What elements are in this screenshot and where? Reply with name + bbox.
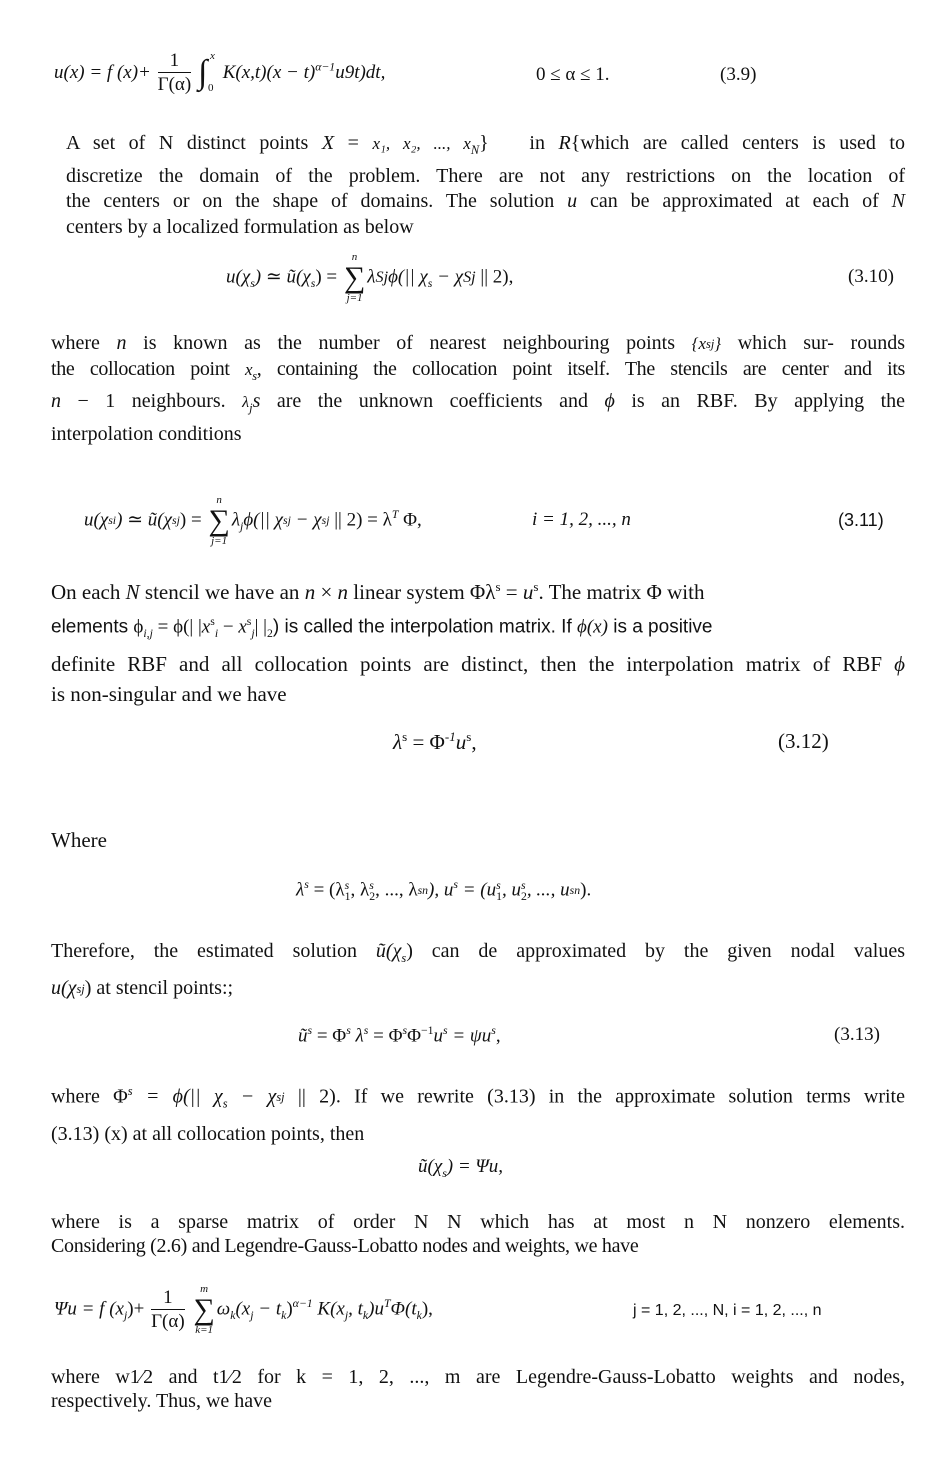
lambda: λ [296,879,305,901]
text: ) [84,977,92,999]
sup: s [705,336,711,351]
sub: n [574,884,581,898]
sup: s [466,729,472,744]
text: ), [421,1298,433,1320]
sup: S [375,269,384,287]
equation-3-11 [84,495,422,547]
sub: j [344,1309,349,1323]
text: linear system Φλ [348,580,496,604]
eq311-approx: ) ≃ ũ(χ [116,509,172,531]
sub: n [422,884,429,898]
math-u: u [455,730,467,754]
text: , t [348,1298,363,1320]
sub: s [250,277,255,291]
text: − [218,616,239,638]
text: can be approximated at each of [577,190,892,212]
omega: ω [216,1298,231,1320]
text: , ..., λ [375,879,418,901]
text: = [500,580,523,604]
lambda: λ [393,730,403,754]
sub: j [471,269,476,287]
eq312-mid: = Φ [407,730,445,754]
sup: s [127,1084,133,1098]
lambda: λ [367,266,376,288]
sup: s [304,878,309,891]
eq39-frac-den: Γ(α) [157,74,192,95]
sup: s [491,1024,496,1037]
text: , [495,1025,501,1047]
para3-line-4: is non-singular and we have [51,682,287,707]
sub: s [252,368,257,383]
text: the collocation point [51,357,246,380]
math-N: N [470,143,480,157]
text: , λ [350,879,370,901]
sum-lower: j=1 [211,535,228,547]
eq311-lhs: u(χ [84,509,109,531]
para5-line-2: (3.13) (x) at all collocation points, then [51,1122,365,1145]
paragraph-estimated-solution [51,936,905,1003]
equation-vectors [296,878,591,902]
math: ũ(χ [418,1156,443,1177]
math: ) = Ψu, [446,1156,504,1177]
summation [208,495,229,547]
sup: S [463,269,472,287]
paragraph-centers [66,131,905,240]
text: (x [235,1298,251,1320]
eq311-number: (3.11) [838,510,884,530]
sub: k [281,1309,287,1323]
para1-line-4: centers by a localized formulation as below [66,215,414,238]
paragraph-neighbours [51,331,905,447]
math: Ψu = f (x [54,1298,124,1320]
text: , containing the collocation point itself. The stencils are center and its [256,357,905,380]
scripts [76,981,85,996]
text: − 1 neighbours. [61,390,243,412]
text: are the unknown coefficients and [260,390,605,412]
sub: j [250,1309,254,1323]
math: ũ(χ [375,940,402,962]
text: ). [580,879,592,901]
frac-den: Γ(α) [151,1310,185,1332]
eq311-tail: || 2) = λ [329,509,392,531]
text: K(x [312,1298,345,1320]
sub: k [230,1309,236,1323]
para3-line-2 [51,607,905,649]
eq39-condition: 0 ≤ α ≤ 1. [536,64,610,85]
math-s: s [252,390,261,412]
math-n: n [116,332,127,354]
sup: s [76,981,82,996]
text: in [488,132,559,154]
para3-line-3 [51,649,905,679]
lambda: λ [231,509,241,531]
eq310-number: (3.10) [848,266,894,287]
sum-lower: k=1 [195,1324,213,1336]
sup: T [391,508,399,522]
eq39-lhs: u(x) = f (x)+ [54,61,151,83]
eq310-equals: ) = [315,266,342,288]
minus-chi: − χ [432,266,464,288]
text: , [471,730,477,754]
equation-3-13 [298,1024,501,1047]
phi: ϕ(|| χ [243,509,284,531]
summation [193,1284,214,1336]
math-n: n [337,580,349,604]
text: = (u [457,879,497,901]
sub: j [383,269,389,287]
sub: s [442,1166,447,1180]
paragraph-linear-system [51,572,905,709]
sup: T [383,1297,391,1311]
sub: i [112,514,117,528]
text: ), u [428,879,454,901]
text: stencil we have an [139,580,305,604]
math-phix: ϕ(x) [577,616,608,638]
text: Therefore, the estimated solution [51,940,376,962]
final-fraction [151,1287,185,1334]
text: ) is called the interpolation matrix. If [272,616,578,638]
sub: j [326,514,330,528]
eq313-number: (3.13) [834,1024,880,1045]
text: , ..., u [526,879,570,901]
eq39-fraction [158,50,192,97]
para2-line-1 [51,331,905,357]
scripts [375,270,388,285]
para5-line-1 [51,1076,905,1119]
integral-sign [197,49,218,94]
sup: s [344,878,350,892]
para6-line-1: where is a sparse matrix of order N N which has at most n N nonzero elements. [51,1211,905,1233]
math-phi: ϕ [894,652,905,677]
text: u [433,1025,443,1047]
text: )+ [127,1298,145,1320]
sup: s [321,514,327,528]
text: the centers or on the shape of domains. The solution [66,190,568,212]
math-set-end: } [714,334,722,353]
equation-3-12 [393,729,477,755]
text: where [51,332,117,354]
para2-line-2 [51,357,905,390]
para6-line-2: Considering (2.6) and Legendre-Gauss-Lobatto nodes and weights, we have [51,1235,639,1257]
text: , u [502,879,522,901]
sub: j [81,981,85,996]
text: = Φ [368,1025,403,1047]
para1-line-1 [66,131,905,164]
sub: 2 [369,889,376,903]
math-x: x [201,616,211,638]
sub: j [710,336,715,351]
sup: s [283,514,288,528]
eq39-exponent: α−1 [315,60,336,74]
sub: i,j [143,627,153,641]
math-N: N [125,580,140,604]
sub: 2 [266,627,273,641]
eq39-int-lower: 0 [207,81,214,94]
sub: 1 [496,889,503,903]
math-X: X [321,132,335,154]
sup: α−1 [292,1297,313,1311]
para4-line-1 [51,936,905,973]
para1-line-3 [66,189,905,215]
sup: s [246,615,252,628]
sigma-icon: ∑ [208,504,230,537]
frac-num: 1 [151,1287,185,1310]
equation-final [54,1284,433,1336]
sup: s [495,579,501,594]
paragraph-sparse-matrix [51,1210,905,1258]
sup: s [402,1024,408,1037]
eq310-approx: ) ≃ ũ(χ [254,266,311,288]
text: elements [51,616,134,638]
equation-3-10 [226,252,513,304]
math-phi: ϕ [604,390,615,412]
para7-line-2: respectively. Thus, we have [51,1390,273,1412]
math-n: n [304,580,316,604]
sup: s [210,615,215,628]
sup: -1 [444,729,456,744]
sup: s [453,878,458,891]
text: On each [51,580,126,604]
scripts [108,515,116,526]
para3-line-1 [51,572,905,607]
math: ũ [298,1025,308,1047]
integral-symbol-icon: ∫ [197,53,208,91]
math-phi: ϕ [133,616,144,638]
text: = ϕ(| | [152,616,202,638]
text: } [479,132,489,154]
eq312-number: (3.12) [778,729,829,753]
eq311-equals: ) = [179,509,207,531]
sub: j [281,1090,285,1105]
math-set: {x [691,334,706,353]
eq39-number: (3.9) [720,64,757,85]
text: A set of N distinct points [66,132,322,154]
sup: s [402,729,408,744]
sum-upper: n [351,251,358,263]
phi: ϕ(|| χ [388,266,428,288]
text: = ψu [447,1025,492,1047]
sub: j [176,514,180,528]
text: − t [253,1298,282,1320]
text: Φ(t [390,1298,417,1320]
paragraph-weights-nodes [51,1365,905,1413]
sub: j [249,401,253,415]
equation-3-9 [54,50,385,97]
sigma-icon: ∑ [193,1293,215,1326]
text: which sur- rounds [721,332,905,354]
text: { [570,132,581,154]
para2-line-4: interpolation conditions [51,422,242,445]
eq310-lhs: u(χ [226,266,251,288]
sum-lower: j=1 [346,292,363,304]
sup: s [569,884,575,898]
eq310-tail: || 2), [475,266,514,288]
sub: s [222,1096,228,1111]
para2-line-3 [51,389,905,422]
sum-upper: m [200,1283,209,1295]
eq39-tail: u9t)dt, [335,61,386,83]
text: λ [350,1025,364,1047]
text: | | [254,616,267,638]
summation [344,252,365,304]
sub: k [416,1309,422,1323]
text: × [315,580,338,604]
text: = [334,132,373,154]
text: where Φ [51,1085,128,1108]
sub: s [427,277,433,291]
sub: j [287,514,291,528]
where-label: Where [51,828,107,852]
text: definite RBF and all collocation points are distinct, then the interpolation matrix of RBF [51,652,895,677]
math: − χ [227,1085,277,1108]
sub: s [401,951,407,965]
eq39-integrand: K(x,t)(x − t) [222,61,316,83]
text: ) [406,940,413,962]
scripts [418,885,428,896]
scripts [172,515,180,526]
text: is a positive [607,616,713,638]
scripts [463,270,476,285]
sigma-icon: ∑ [343,261,366,294]
eq311-range [532,509,631,531]
sub: j [251,627,255,641]
eq39-int-upper: x [209,49,215,62]
text: at stencil points:; [91,977,234,999]
text: is known as the number of nearest neighbouring points [126,332,692,354]
para1-line-2: discretize the domain of the problem. There are not any restrictions on the location of [66,164,905,187]
sub: k [362,1309,369,1323]
sup: s [346,1024,351,1037]
eq39-frac-num: 1 [158,50,192,73]
minus-chi: − χ [290,509,322,531]
math-R: R [558,132,571,154]
text: . The matrix Φ with [538,580,705,604]
sup: −1 [420,1024,434,1037]
math-points: x₁, x₂, ..., x [372,134,471,153]
sup: s [108,514,113,528]
sup: s [307,1024,313,1037]
math: = ϕ(|| χ [132,1085,223,1108]
sub: j [240,520,244,534]
sup: s [443,1024,448,1037]
text: which are called centers is used to [580,132,905,154]
text: = Φ [312,1025,347,1047]
sup: s [172,514,177,528]
math-x: x [238,616,247,638]
sub: j [123,1309,128,1323]
math-lambda: λ [242,394,250,411]
para4-line-2 [51,973,905,1003]
math-n: n [51,390,61,412]
final-range: j = 1, 2, ..., N, i = 1, 2, ..., n [633,1302,822,1319]
sup: s [363,1024,369,1037]
sub: 1 [344,889,351,903]
text: )u [368,1298,384,1320]
scripts [570,885,580,896]
text: = (λ [308,879,345,901]
math: u(χ [51,977,77,999]
sup: s [369,878,374,892]
sup: s [496,878,501,892]
equation-psi [418,1156,503,1181]
sup: s [276,1090,282,1105]
range-text: i = 1, 2, ..., n [532,509,631,530]
sum-upper: n [216,494,222,506]
text: Φ [407,1025,421,1047]
math-x: x [245,359,253,379]
scripts [276,1092,284,1104]
scripts [283,515,291,526]
eq311-phi: Φ, [398,509,422,531]
sub: i [214,627,219,641]
sub: 2 [521,889,527,903]
math-u: u [522,580,534,604]
sub: s [310,277,316,291]
text: || 2). If we rewrite (3.13) in the approximate solution terms write [284,1085,905,1108]
math-N: N [891,190,905,212]
sup: s [533,579,539,594]
sup: s [521,878,526,892]
text: ) [286,1298,293,1320]
text: can de approximated by the given nodal values [412,940,905,962]
text: is an RBF. By applying the [614,390,905,412]
math-u: u [567,190,578,212]
paragraph-rewrite [51,1076,905,1149]
para7-line-1: where w1⁄2 and t1⁄2 for k = 1, 2, ..., m are Legendre-Gauss-Lobatto weights and nodes, [51,1366,905,1388]
sup: s [417,884,423,898]
